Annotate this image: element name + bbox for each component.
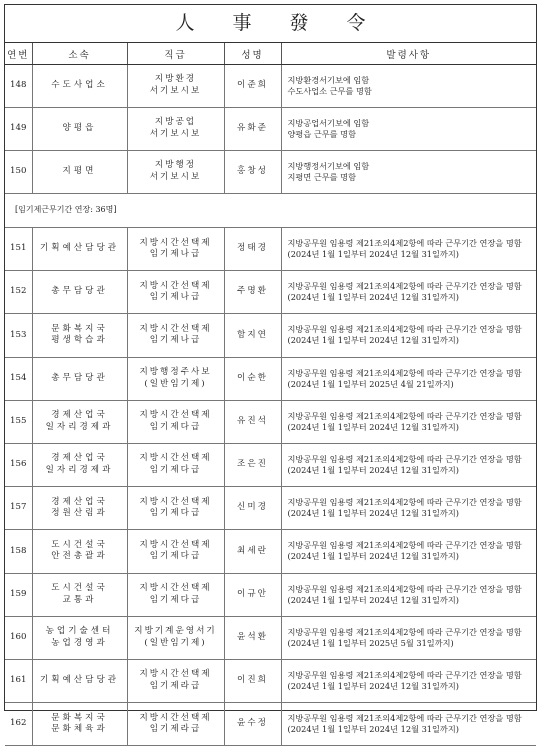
- row-name: 조은진: [224, 443, 281, 486]
- row-grade: [127, 357, 224, 400]
- row-appointment: [281, 228, 536, 271]
- row-appointment: [281, 487, 536, 530]
- row-appointment: [281, 659, 536, 702]
- row-department: [32, 108, 127, 151]
- row-department-line: 수도사업소: [51, 80, 108, 91]
- header-row: [5, 43, 536, 65]
- row-department-line: 경제산업국: [51, 453, 108, 464]
- row-department-line: 경제산업국: [51, 410, 108, 421]
- row-name: 정태경: [224, 228, 281, 271]
- row-number: 157: [5, 487, 32, 530]
- row-grade: [127, 151, 224, 194]
- row-grade-line: 임기제라급: [149, 724, 202, 735]
- row-appointment-line: 수도사업소 근무를 명함: [287, 86, 372, 96]
- row-appointment-line: (2024년 1월 1일부터 2024년 12월 31일까지): [287, 680, 459, 691]
- row-name: 홍창성: [224, 151, 281, 194]
- row-appointment-line: 지방공업서기보에 임함: [287, 117, 370, 128]
- row-grade-line: 지방시간선택제: [139, 453, 212, 464]
- document-title: 人 事 發 令: [5, 5, 536, 43]
- row-appointment-line: (2024년 1월 1일부터 2025년 5월 31일까지): [287, 637, 454, 648]
- row-grade: [127, 271, 224, 314]
- row-grade-line: 지방시간선택제: [139, 669, 212, 680]
- row-name: 신미경: [224, 487, 281, 530]
- row-department-line: 일자리경제과: [45, 465, 114, 476]
- row-grade-line: 지방시간선택제: [139, 237, 212, 248]
- row-grade-line: 서기보시보: [149, 86, 202, 96]
- personnel-order-document: [4, 4, 537, 735]
- row-grade: [127, 487, 224, 530]
- row-grade-line: 지방환경: [154, 74, 197, 85]
- row-number: 158: [5, 530, 32, 573]
- row-department-line: 안전총괄과: [51, 551, 108, 562]
- row-grade-line: 지방시간선택제: [139, 280, 212, 291]
- row-appointment-line: 지방공무원 임용령 제21조의4제2항에 따라 근무기간 연장을 명함: [287, 497, 522, 508]
- row-grade-line: 지방행정주사보: [139, 367, 212, 378]
- row-name: 이순한: [224, 357, 281, 400]
- table-row: [5, 443, 536, 486]
- table-row: [5, 228, 536, 271]
- row-appointment-line: 지방공무원 임용령 제21조의4제2항에 따라 근무기간 연장을 명함: [287, 713, 522, 724]
- header-appointment: 발령사항: [281, 43, 536, 65]
- row-appointment-line: 지방공무원 임용령 제21조의4제2항에 따라 근무기간 연장을 명함: [287, 410, 522, 421]
- personnel-table: [5, 43, 536, 746]
- row-grade-line: 지방시간선택제: [139, 583, 212, 593]
- row-number: 154: [5, 357, 32, 400]
- row-department-line: 경제산업국: [51, 496, 108, 507]
- row-name: 유화준: [224, 108, 281, 151]
- row-grade-line: (일반임기제): [144, 637, 207, 648]
- row-grade: [127, 659, 224, 702]
- row-appointment: [281, 151, 536, 194]
- row-number: 148: [5, 65, 32, 108]
- row-grade-line: 지방시간선택제: [139, 323, 212, 334]
- row-grade: [127, 573, 224, 616]
- row-number: 151: [5, 228, 32, 271]
- row-grade-line: 지방공업: [154, 117, 197, 128]
- row-grade: [127, 703, 224, 746]
- row-number: 152: [5, 271, 32, 314]
- row-grade: [127, 400, 224, 443]
- row-department: [32, 314, 127, 357]
- table-row: [5, 703, 536, 746]
- row-name: 유진석: [224, 400, 281, 443]
- row-grade: [127, 65, 224, 108]
- row-appointment-line: 지방공무원 임용령 제21조의4제2항에 따라 근무기간 연장을 명함: [287, 367, 522, 378]
- table-row: [5, 151, 536, 194]
- row-department-line: 문화복지국: [51, 323, 108, 334]
- row-department-line: 일자리경제과: [45, 421, 114, 432]
- row-appointment: [281, 616, 536, 659]
- row-department-line: 총무담당관: [51, 286, 108, 297]
- row-grade-line: 임기제나급: [149, 335, 202, 346]
- row-name: 윤석환: [224, 616, 281, 659]
- row-appointment: [281, 271, 536, 314]
- row-grade-line: 임기제다급: [149, 465, 202, 476]
- row-grade-line: 임기제나급: [149, 249, 202, 260]
- row-department-line: 도시건설국: [51, 583, 108, 593]
- row-department-line: 농업경영과: [51, 637, 108, 648]
- table-row: [5, 530, 536, 573]
- table-row: [5, 108, 536, 151]
- header-name: 성명: [224, 43, 281, 65]
- row-name: 함지연: [224, 314, 281, 357]
- row-number: 159: [5, 573, 32, 616]
- row-department: [32, 703, 127, 746]
- row-grade-line: 임기제나급: [149, 292, 202, 303]
- row-appointment: [281, 573, 536, 616]
- row-grade-line: 지방시간선택제: [139, 410, 212, 421]
- table-row: [5, 659, 536, 702]
- row-appointment: [281, 443, 536, 486]
- row-appointment-line: (2024년 1월 1일부터 2024년 12월 31일까지): [287, 594, 459, 605]
- row-department: [32, 616, 127, 659]
- row-grade: [127, 616, 224, 659]
- row-appointment-line: (2024년 1월 1일부터 2025년 4월 21일까지): [287, 378, 454, 389]
- note-row: [5, 194, 536, 228]
- extension-note: [임기제근무기간 연장: 36명]: [5, 194, 536, 228]
- row-appointment-line: (2024년 1월 1일부터 2024년 12월 31일까지): [287, 292, 459, 303]
- row-grade-line: 서기보시보: [149, 172, 202, 182]
- table-row: [5, 573, 536, 616]
- row-department-line: 농업기술센터: [45, 626, 114, 637]
- row-department-line: 정원산림과: [51, 508, 108, 519]
- extension-rows: [5, 228, 536, 746]
- row-department-line: 문화복지국: [51, 712, 108, 723]
- table-row: [5, 314, 536, 357]
- row-department: [32, 400, 127, 443]
- row-department: [32, 443, 127, 486]
- table-row: [5, 400, 536, 443]
- row-appointment-line: (2024년 1월 1일부터 2024년 12월 31일까지): [287, 421, 459, 432]
- row-appointment-line: 양평읍 근무를 명함: [287, 129, 356, 139]
- table-row: [5, 357, 536, 400]
- row-department: [32, 271, 127, 314]
- row-department-line: 양평읍: [62, 123, 97, 134]
- row-number: 161: [5, 659, 32, 702]
- row-grade: [127, 530, 224, 573]
- row-appointment-line: 지방행정서기보에 임함: [287, 160, 370, 171]
- row-department-line: 평생학습과: [51, 335, 108, 346]
- row-grade-line: 지방시간선택제: [139, 712, 212, 723]
- row-department: [32, 659, 127, 702]
- row-grade-line: 지방기계운영서기: [134, 626, 217, 637]
- row-name: 이준희: [224, 65, 281, 108]
- row-appointment-line: 지평면 근무를 명함: [287, 172, 356, 182]
- row-name: 이진희: [224, 659, 281, 702]
- row-appointment: [281, 65, 536, 108]
- row-appointment-line: 지방공무원 임용령 제21조의4제2항에 따라 근무기간 연장을 명함: [287, 540, 522, 551]
- row-number: 160: [5, 616, 32, 659]
- row-department-line: 교통과: [62, 594, 97, 605]
- header-grade: 직급: [127, 43, 224, 65]
- row-number: 162: [5, 703, 32, 746]
- row-grade-line: 서기보시보: [149, 129, 202, 139]
- row-department: [32, 151, 127, 194]
- row-name: 최세란: [224, 530, 281, 573]
- row-name: 이규안: [224, 573, 281, 616]
- row-number: 156: [5, 443, 32, 486]
- row-department: [32, 573, 127, 616]
- row-grade-line: 임기제다급: [149, 594, 202, 605]
- header-number: 연번: [5, 43, 32, 65]
- row-department-line: 기획예산담당관: [39, 675, 120, 686]
- row-appointment-line: (2024년 1월 1일부터 2024년 12월 31일까지): [287, 724, 459, 735]
- row-grade: [127, 228, 224, 271]
- row-appointment-line: 지방환경서기보에 임함: [287, 74, 370, 85]
- row-grade-line: 지방시간선택제: [139, 539, 212, 550]
- row-appointment-line: (2024년 1월 1일부터 2024년 12월 31일까지): [287, 249, 459, 260]
- table-row: [5, 65, 536, 108]
- row-appointment-line: 지방공무원 임용령 제21조의4제2항에 따라 근무기간 연장을 명함: [287, 281, 522, 292]
- table-row: [5, 271, 536, 314]
- row-department: [32, 228, 127, 271]
- row-appointment: [281, 357, 536, 400]
- row-appointment: [281, 108, 536, 151]
- row-appointment-line: 지방공무원 임용령 제21조의4제2항에 따라 근무기간 연장을 명함: [287, 583, 522, 594]
- row-appointment: [281, 314, 536, 357]
- row-department: [32, 530, 127, 573]
- table-row: [5, 487, 536, 530]
- row-department-line: 지평면: [62, 166, 97, 177]
- row-name: 윤수정: [224, 703, 281, 746]
- row-department: [32, 65, 127, 108]
- row-department-line: 문화체육과: [51, 724, 108, 735]
- row-number: 155: [5, 400, 32, 443]
- row-grade-line: 지방행정: [154, 160, 197, 171]
- row-grade-line: 임기제라급: [149, 680, 202, 691]
- row-grade-line: 임기제다급: [149, 508, 202, 519]
- row-name: 주명환: [224, 271, 281, 314]
- row-appointment: [281, 530, 536, 573]
- table-row: [5, 616, 536, 659]
- row-number: 150: [5, 151, 32, 194]
- row-appointment-line: 지방공무원 임용령 제21조의4제2항에 따라 근무기간 연장을 명함: [287, 324, 522, 335]
- row-grade: [127, 108, 224, 151]
- row-department-line: 총무담당관: [51, 372, 108, 383]
- row-number: 149: [5, 108, 32, 151]
- row-number: 153: [5, 314, 32, 357]
- row-department: [32, 487, 127, 530]
- row-appointment: [281, 400, 536, 443]
- header-department: 소속: [32, 43, 127, 65]
- row-department-line: 기획예산담당관: [39, 243, 120, 254]
- row-appointment-line: 지방공무원 임용령 제21조의4제2항에 따라 근무기간 연장을 명함: [287, 238, 522, 249]
- row-department: [32, 357, 127, 400]
- row-appointment-line: 지방공무원 임용령 제21조의4제2항에 따라 근무기간 연장을 명함: [287, 669, 522, 680]
- row-appointment-line: 지방공무원 임용령 제21조의4제2항에 따라 근무기간 연장을 명함: [287, 626, 522, 637]
- row-grade-line: 임기제다급: [149, 551, 202, 562]
- row-grade-line: (일반임기제): [144, 378, 207, 389]
- row-grade: [127, 314, 224, 357]
- note-section: [5, 194, 536, 228]
- row-appointment-line: 지방공무원 임용령 제21조의4제2항에 따라 근무기간 연장을 명함: [287, 453, 522, 464]
- row-grade-line: 임기제다급: [149, 421, 202, 432]
- row-appointment-line: (2024년 1월 1일부터 2024년 12월 31일까지): [287, 335, 459, 346]
- row-grade: [127, 443, 224, 486]
- appointment-rows: [5, 65, 536, 194]
- row-appointment-line: (2024년 1월 1일부터 2024년 12월 31일까지): [287, 465, 459, 476]
- row-appointment: [281, 703, 536, 746]
- row-appointment-line: (2024년 1월 1일부터 2024년 12월 31일까지): [287, 551, 459, 562]
- row-appointment-line: (2024년 1월 1일부터 2024년 12월 31일까지): [287, 508, 459, 519]
- row-department-line: 도시건설국: [51, 539, 108, 550]
- row-grade-line: 지방시간선택제: [139, 496, 212, 507]
